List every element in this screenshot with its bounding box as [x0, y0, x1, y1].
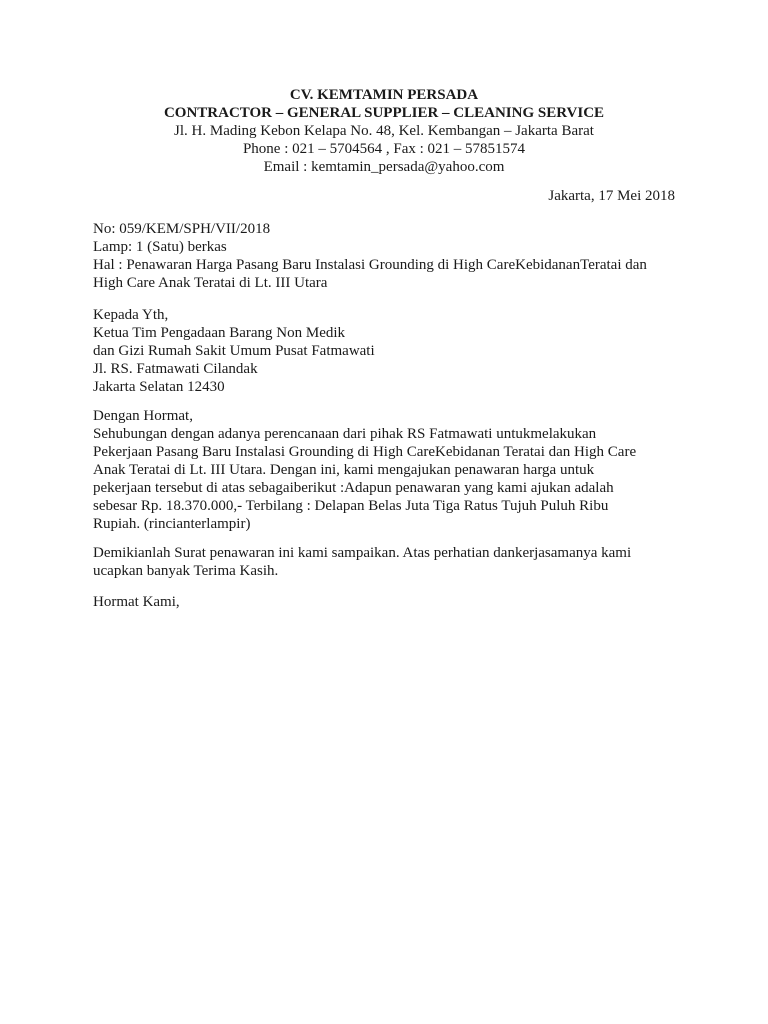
- letterhead: [0, 86, 768, 176]
- letter-subject-line-2: High Care Anak Teratai di Lt. III Utara: [93, 275, 328, 291]
- paragraph-line: Demikianlah Surat penawaran ini kami sampaikan. Atas perhatian dankerjasamanya kami: [93, 545, 632, 561]
- opening-paragraph: [93, 407, 693, 533]
- signoff-text: Hormat Kami,: [93, 594, 180, 610]
- signoff: [93, 593, 693, 611]
- paragraph-line: Rupiah. (rincianterlampir): [93, 516, 251, 532]
- recipient-block: [93, 306, 693, 396]
- recipient-line: Jakarta Selatan 12430: [93, 379, 225, 395]
- company-name: CV. KEMTAMIN PERSADA: [289, 87, 479, 103]
- letter-subject-line-1: Hal : Penawaran Harga Pasang Baru Instalasi Grounding di High CareKebidananTeratai dan: [93, 257, 647, 273]
- paragraph-line: ucapkan banyak Terima Kasih.: [93, 563, 279, 579]
- recipient-line: dan Gizi Rumah Sakit Umum Pusat Fatmawati: [93, 343, 375, 359]
- recipient-salutation: Kepada Yth,: [93, 307, 169, 323]
- greeting: Dengan Hormat,: [93, 408, 193, 424]
- letter-date: Jakarta, 17 Mei 2018: [548, 188, 675, 204]
- recipient-line: Ketua Tim Pengadaan Barang Non Medik: [93, 325, 346, 341]
- paragraph-line: Sehubungan dengan adanya perencanaan dari pihak RS Fatmawati untukmelakukan: [93, 426, 597, 442]
- closing-paragraph: [93, 544, 693, 580]
- paragraph-line: sebesar Rp. 18.370.000,- Terbilang : Delapan Belas Juta Tiga Ratus Tujuh Puluh Ribu: [93, 498, 609, 514]
- letter-number: No: 059/KEM/SPH/VII/2018: [93, 221, 271, 237]
- company-phone-fax: Phone : 021 – 5704564 , Fax : 021 – 57851574: [242, 141, 526, 157]
- letter-attachment: Lamp: 1 (Satu) berkas: [93, 239, 227, 255]
- paragraph-line: Pekerjaan Pasang Baru Instalasi Grounding di High CareKebidanan Teratai dan High Care: [93, 444, 637, 460]
- recipient-line: Jl. RS. Fatmawati Cilandak: [93, 361, 258, 377]
- company-email: Email : kemtamin_persada@yahoo.com: [263, 159, 505, 175]
- paragraph-line: pekerjaan tersebut di atas sebagaiberikut :Adapun penawaran yang kami ajukan adalah: [93, 480, 614, 496]
- letter-meta: [93, 220, 693, 292]
- company-tagline: CONTRACTOR – GENERAL SUPPLIER – CLEANING SERVICE: [163, 105, 605, 121]
- company-address: Jl. H. Mading Kebon Kelapa No. 48, Kel. Kembangan – Jakarta Barat: [174, 123, 594, 139]
- paragraph-line: Anak Teratai di Lt. III Utara. Dengan ini, kami mengajukan penawaran harga untuk: [93, 462, 595, 478]
